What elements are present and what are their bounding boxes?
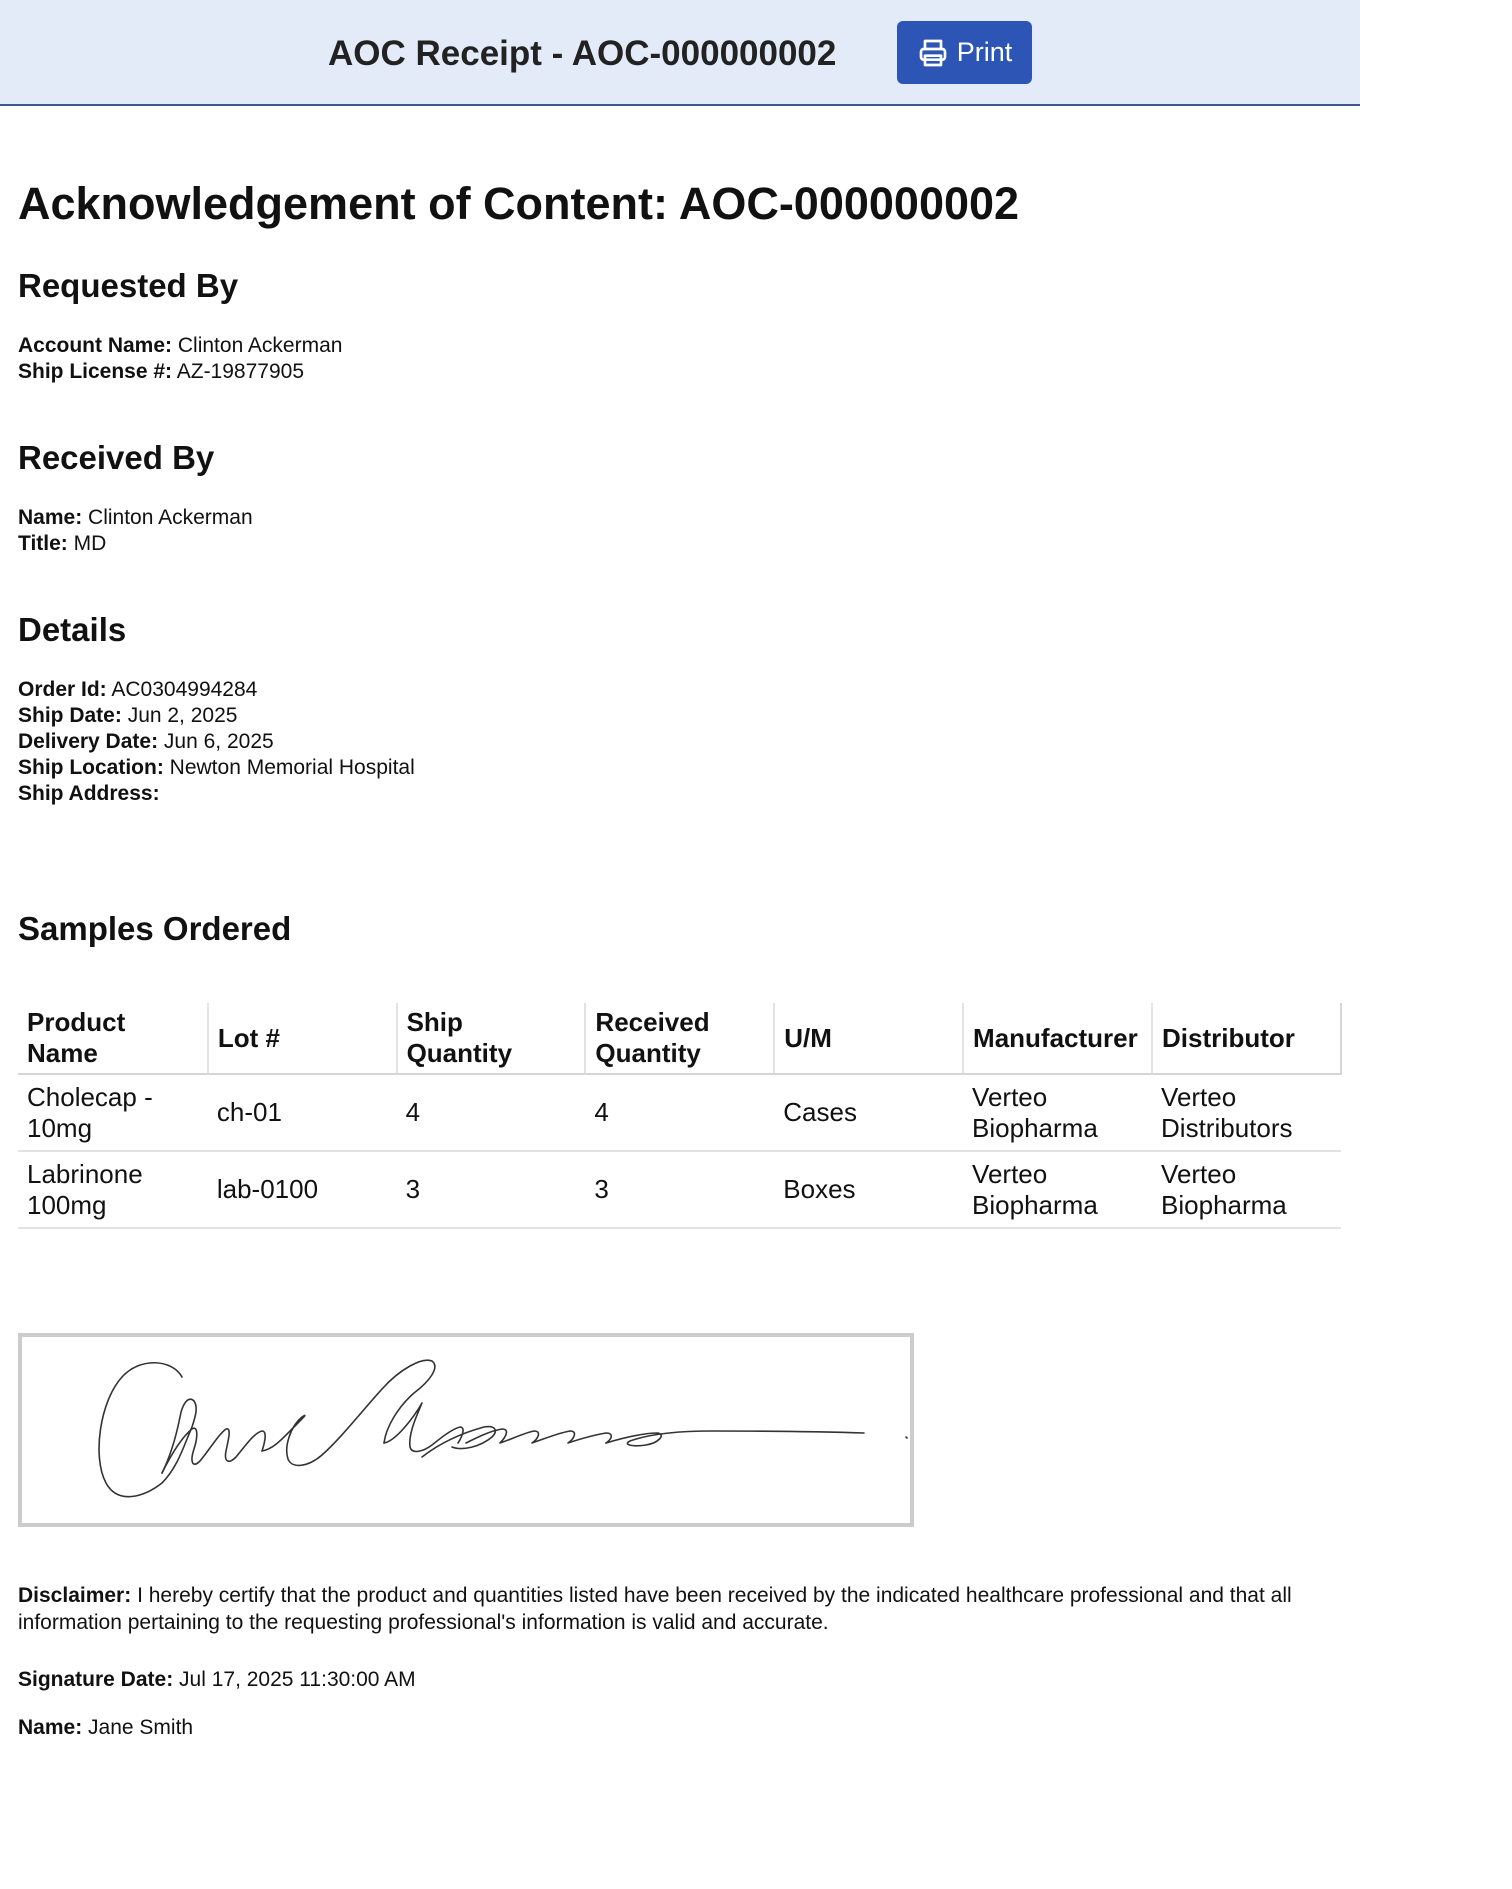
signer-name-label: Name: [18,1716,83,1739]
signature-date-value: Jul 17, 2025 11:30:00 AM [179,1668,416,1691]
manufacturer-cell: Verteo Biopharma [963,1151,1152,1228]
column-header-product-name: Product Name [18,1003,208,1074]
ship-location-label: Ship Location: [18,756,164,779]
ship-license-field [18,359,304,385]
column-header-lot: Lot # [208,1003,397,1074]
order-id-value: AC0304994284 [111,678,258,701]
disclaimer [18,1582,1348,1636]
distributor-cell: Verteo Biopharma [1152,1151,1341,1228]
received-quantity-cell: 3 [585,1151,774,1228]
page-title: Acknowledgement of Content: AOC-000000002 [18,178,1020,229]
lot-cell: lab-0100 [208,1151,397,1228]
received-quantity-cell: 4 [585,1074,774,1151]
signer-name-value: Jane Smith [88,1716,194,1739]
delivery-date-value: Jun 6, 2025 [163,730,274,753]
top-bar [0,0,1360,106]
um-cell: Cases [774,1074,963,1151]
received-title-label: Title: [18,532,68,555]
account-name-value: Clinton Ackerman [177,334,343,357]
details-heading: Details [18,611,127,648]
product-name-cell: Cholecap - 10mg [18,1074,208,1151]
received-name-label: Name: [18,506,83,529]
ship-address-field [18,781,160,807]
header-title: AOC Receipt - AOC-000000002 [328,34,837,73]
ship-license-value: AZ-19877905 [176,360,304,383]
delivery-date-field [18,729,274,755]
column-header-manufacturer: Manufacturer [963,1003,1152,1074]
table-row [18,1074,1341,1151]
ship-quantity-cell: 4 [397,1074,586,1151]
column-header-received-quantity: Received Quantity [585,1003,774,1074]
manufacturer-cell: Verteo Biopharma [963,1074,1152,1151]
column-header-ship-quantity: Ship Quantity [397,1003,586,1074]
samples-table [18,1003,1342,1229]
received-title-field [18,531,106,557]
signer-name-field [18,1715,193,1741]
column-header-distributor: Distributor [1152,1003,1341,1074]
distributor-cell: Verteo Distributors [1152,1074,1341,1151]
received-title-value: MD [73,532,107,555]
print-button[interactable] [897,21,1032,84]
signature-box [18,1333,914,1527]
order-id-label: Order Id: [18,678,107,701]
printer-icon [917,37,949,69]
ship-license-label: Ship License #: [18,360,173,383]
signature-date-field [18,1667,416,1693]
requested-by-heading: Requested By [18,267,239,304]
order-id-field [18,677,257,703]
ship-address-label: Ship Address: [18,782,160,805]
received-by-heading: Received By [18,439,215,476]
ship-location-field [18,755,415,781]
ship-date-value: Jun 2, 2025 [127,704,238,727]
samples-heading: Samples Ordered [18,910,292,947]
um-cell: Boxes [774,1151,963,1228]
received-name-value: Clinton Ackerman [88,506,253,529]
received-name-field [18,505,253,531]
ship-date-label: Ship Date: [18,704,122,727]
table-header-row [18,1003,1341,1074]
ship-date-field [18,703,237,729]
account-name-field [18,333,342,359]
table-row [18,1151,1341,1228]
disclaimer-text: I hereby certify that the product and quantities listed have been received by the indicated healthcare professional and that all information pertaining to the requesting professional's information is valid and accurate. [18,1584,1292,1634]
print-button-label: Print [956,37,1013,67]
signature-date-label: Signature Date: [18,1668,174,1691]
account-name-label: Account Name: [18,334,173,357]
handwritten-signature [22,1337,910,1523]
ship-location-value: Newton Memorial Hospital [169,756,415,779]
lot-cell: ch-01 [208,1074,397,1151]
column-header-um: U/M [774,1003,963,1074]
disclaimer-label: Disclaimer: [18,1584,132,1607]
ship-quantity-cell: 3 [397,1151,586,1228]
delivery-date-label: Delivery Date: [18,730,159,753]
product-name-cell: Labrinone 100mg [18,1151,208,1228]
